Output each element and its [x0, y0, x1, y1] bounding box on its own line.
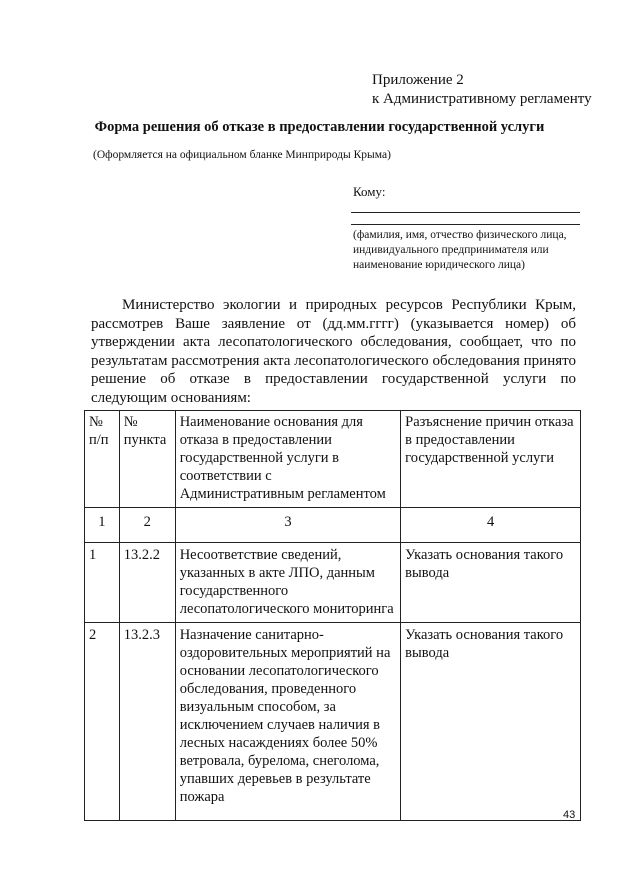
header-clause: № пункта — [119, 411, 175, 508]
row-explanation: Указать основания такого вывода — [401, 543, 581, 623]
form-note: (Оформляется на официальном бланке Минприроды Крыма) — [93, 149, 391, 161]
recipient-hint: (фамилия, имя, отчество физического лица, индивидуального предпринимателя или наименование юридического лица) — [353, 229, 567, 271]
column-number: 1 — [85, 508, 120, 543]
row-reason: Несоответствие сведений, указанных в акте ЛПО, данным государственного лесопатологического мониторинга — [175, 543, 400, 623]
recipient-label: Кому: — [353, 184, 386, 199]
row-reason: Назначение санитарно-оздоровительных мероприятий на основании лесопатологического обследования, проведенного визуальным способом, за исключением случаев наличия в лесных насаждениях более 50% ветровала, бурелома, снеголома, упавших деревьев в результате пожара — [175, 623, 400, 821]
recipient-line-1 — [351, 212, 580, 213]
refusal-reasons-table — [84, 410, 581, 821]
annex-reference: к Административному регламенту — [372, 91, 592, 107]
row-clause: 13.2.3 — [119, 623, 175, 821]
header-explanation: Разъяснение причин отказа в предоставлении государственной услуги — [401, 411, 581, 508]
annex-block — [372, 71, 592, 109]
table-column-numbers-row — [85, 508, 581, 543]
table-row — [85, 543, 581, 623]
table-row — [85, 623, 581, 821]
recipient-line-2 — [351, 224, 580, 225]
annex-title: Приложение 2 — [372, 72, 464, 88]
row-clause: 13.2.2 — [119, 543, 175, 623]
decision-text: Министерство экологии и природных ресурсов Республики Крым, рассмотрев Ваше заявление от (дд.мм.гггг) (указывается номер) об утверждении акта лесопатологического обследования, сообщает, что по результатам рассмотрения акта лесопатологического обследования принято решение об отказе в предоставлении государственной услуги по следующим основаниям: — [91, 297, 576, 406]
column-number: 3 — [175, 508, 400, 543]
row-number: 2 — [85, 623, 120, 821]
header-number: № п/п — [85, 411, 120, 508]
table-header-row — [85, 411, 581, 508]
column-number: 4 — [401, 508, 581, 543]
header-reason: Наименование основания для отказа в предоставлении государственной услуги в соответствии с Административным регламентом — [175, 411, 400, 508]
page-number: 43 — [563, 809, 576, 821]
form-title: Форма решения об отказе в предоставлении государственной услуги — [94, 119, 545, 135]
column-number: 2 — [119, 508, 175, 543]
row-number: 1 — [85, 543, 120, 623]
row-explanation: Указать основания такого вывода — [401, 623, 581, 821]
